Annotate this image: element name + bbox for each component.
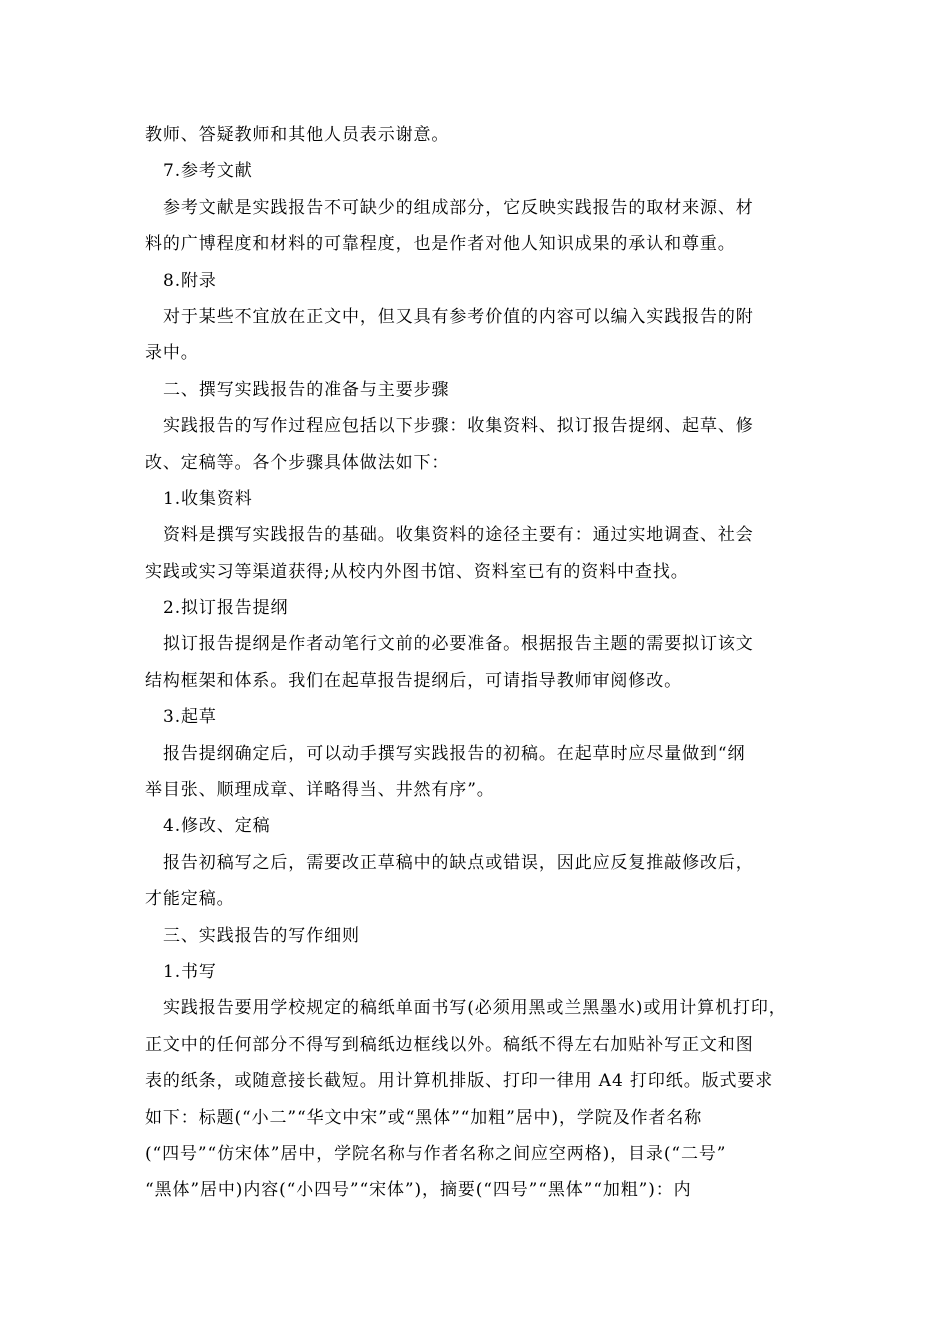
text-line: 8.附录 xyxy=(163,270,217,291)
text-line: 7.参考文献 xyxy=(163,161,253,182)
text-line: 如下：标题(“小二”“华文中宋”或“黑体”“加粗”居中)，学院及作者名称 xyxy=(145,1107,703,1128)
text-line: (“四号”“仿宋体”居中，学院名称与作者名称之间应空两格)，目录(“二号” xyxy=(145,1143,727,1164)
text-line: 举目张、顺理成章、详略得当、井然有序”。 xyxy=(145,780,495,801)
text-line: 1.收集资料 xyxy=(163,488,253,509)
text-line: 参考文献是实践报告不可缺少的组成部分，它反映实践报告的取材来源、材 xyxy=(163,197,754,218)
text-line: 对于某些不宜放在正文中，但又具有参考价值的内容可以编入实践报告的附 xyxy=(163,306,754,327)
text-line: 资料是撰写实践报告的基础。收集资料的途径主要有：通过实地调查、社会 xyxy=(163,525,754,546)
text-line: 4.修改、定稿 xyxy=(163,816,271,837)
document-body xyxy=(145,117,807,1209)
text-line: 表的纸条，或随意接长截短。用计算机排版、打印一律用 A4 打印纸。版式要求 xyxy=(145,1071,774,1092)
text-line: 录中。 xyxy=(145,343,199,364)
text-line: 二、撰写实践报告的准备与主要步骤 xyxy=(163,379,450,400)
text-line: 实践报告要用学校规定的稿纸单面书写(必须用黑或兰黑墨水)或用计算机打印， xyxy=(163,998,787,1019)
text-line: 才能定稿。 xyxy=(145,889,235,910)
text-line: 3.起草 xyxy=(163,707,217,728)
text-line: 1.书写 xyxy=(163,961,217,982)
text-line: 报告提纲确定后，可以动手撰写实践报告的初稿。在起草时应尽量做到“纲 xyxy=(163,743,746,764)
text-line: 拟订报告提纲是作者动笔行文前的必要准备。根据报告主题的需要拟订该文 xyxy=(163,634,754,655)
text-line: 教师、答疑教师和其他人员表示谢意。 xyxy=(145,125,450,145)
text-line: 料的广博程度和材料的可靠程度，也是作者对他人知识成果的承认和尊重。 xyxy=(145,234,736,255)
text-line: 三、实践报告的写作细则 xyxy=(163,925,360,946)
text-line: 实践报告的写作过程应包括以下步骤：收集资料、拟订报告提纲、起草、修 xyxy=(163,416,754,437)
text-line: 正文中的任何部分不得写到稿纸边框线以外。稿纸不得左右加贴补写正文和图 xyxy=(145,1034,754,1055)
text-line: 报告初稿写之后，需要改正草稿中的缺点或错误，因此应反复推敲修改后， xyxy=(163,852,754,873)
text-line: 实践或实习等渠道获得;从校内外图书馆、资料室已有的资料中查找。 xyxy=(145,561,689,582)
text-line: 2.拟订报告提纲 xyxy=(163,598,289,619)
text-line: 改、定稿等。各个步骤具体做法如下： xyxy=(145,452,450,473)
text-line: 结构框架和体系。我们在起草报告提纲后，可请指导教师审阅修改。 xyxy=(145,670,682,691)
text-line: “黑体”居中)内容(“小四号”“宋体”)，摘要(“四号”“黑体”“加粗”)：内 xyxy=(145,1180,692,1201)
